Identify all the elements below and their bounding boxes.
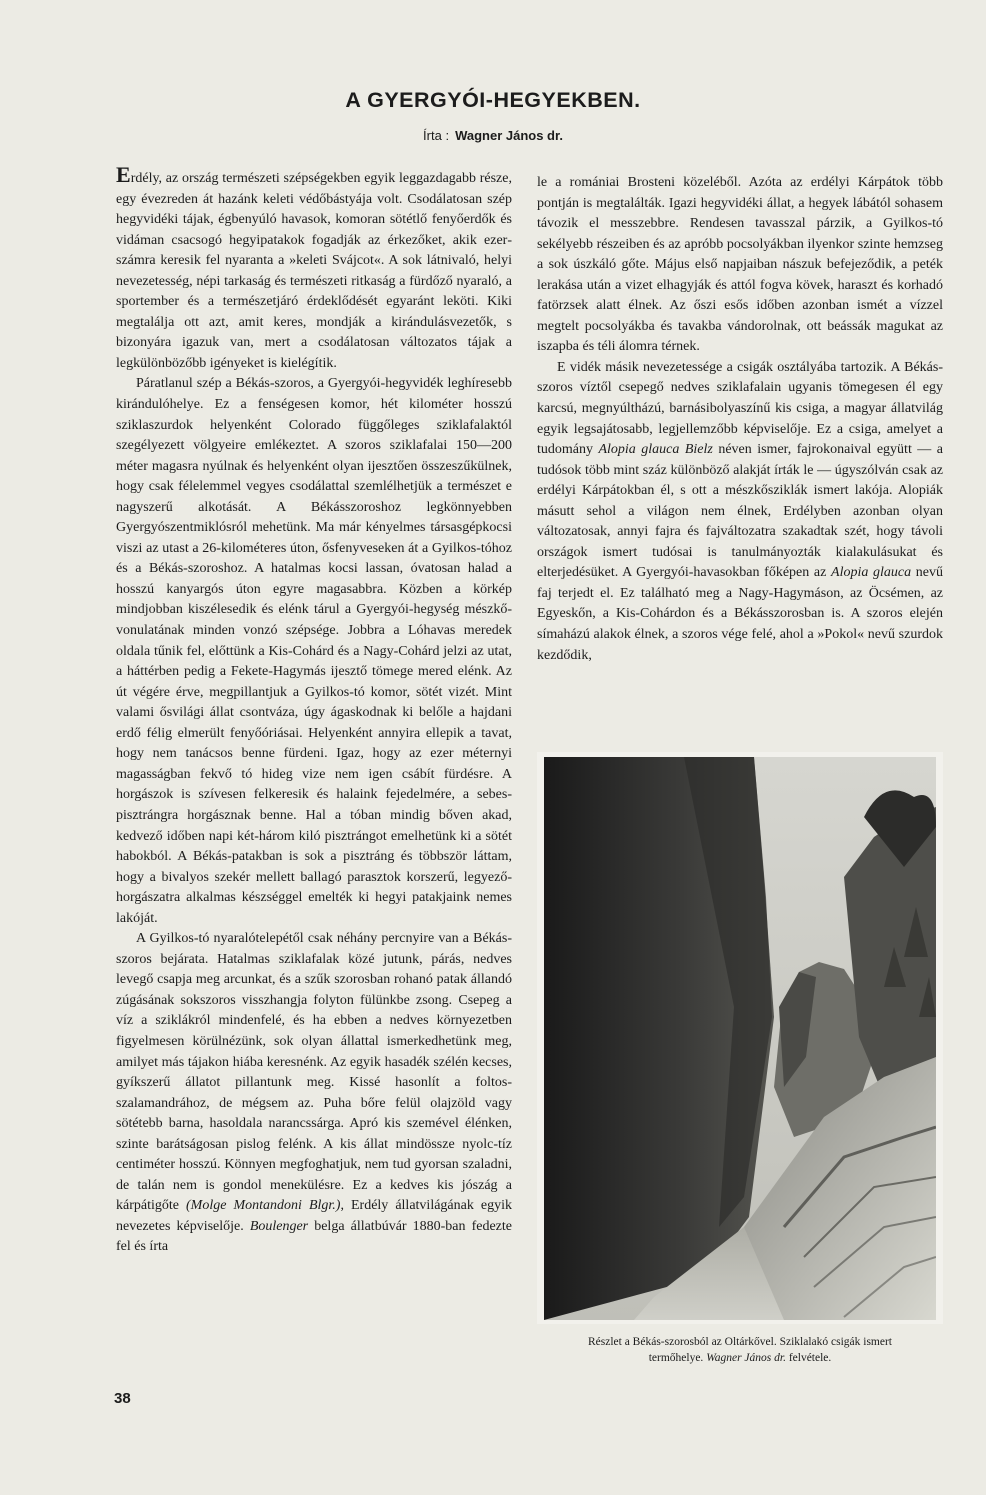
person-name: Boulenger — [249, 1218, 309, 1234]
paragraph-text: rdély, az ország természeti szépségekben egyik leggazdagabb része, egy évezreden át hazánk keleti védőbástyája volt. Csodálatosan szép hegyvidéki tájak, égbenyúló havasok, komoran sötétlő fenyőerdők és vidáman csacsogó hegyipatakok fogadják az érkezőket, akik ezerszámra keresik fel nyaranta a »keleti Svájcot«. A sok látnivaló, helyi nevezetesség, népi tarkaság és természeti ritkaság a fürdőző nyaraló, a sportember és a természetjáró érdeklődését egyaránt leköti. Kiki megtalálja ott azt, amit keres, mondják a kirándulásvezetők, s bizonyára igazuk van, mert a csodálatosan változatos tájak a legkülönbözőbb igényeket is kielégítik. — [116, 171, 512, 371]
right-column — [537, 173, 943, 666]
page-number: 38 — [114, 1390, 131, 1407]
species-name: Alopia glauca Bielz — [598, 442, 713, 458]
paragraph-text: néven ismer, fajrokonaival együtt — a tudósok több mint száz különböző alakját írták le — úgyszólván csak az erdélyi Kárpátokban él, s ott a mészkősziklák ismert lakója. Alopiák másutt sehol a világon nem élnek, Erdélyben azonban olyan változatosak, annyi fajra és fajváltozatra szakadtak szét, hogy távoli országok ismert tudósai is tanulmányozták kialakulásukat és elterjedésüket. A Gyergyói-havasokban főképen az — [537, 442, 943, 581]
paragraph-text: , Erdély állatvilágának egyik nevezetes képviselője. — [116, 1198, 512, 1234]
photo-frame — [537, 752, 943, 1324]
paragraph: Páratlanul szép a Békás-szoros, a Gyergyói-hegyvidék leghíresebb kirándulóhelye. Ez a fenségesen komor, hét kilométer hosszú sziklaszurdok helyenként Colorado függőleges sziklafalaktól szegélyezett völgyeire emlékeztet. A szoros sziklafalai 150—200 méter magasra nyúlnak és helyenként olyan ijesztően összeszűkülnek, hogy csak félelemmel vegyes csodálattal szemlélhetjük a természet e nagyszerű alkotását. A Békásszoroshoz legkönnyebben Gyergyószentmiklósról mehetünk. Ma már kényelmes társasgépkocsi viszi az utast a 26-kilométeres úton, ősfenyveseken át a Gyilkos-tóhoz és a Békás-szoroshoz. A hatalmas kocsi lassan, óvatosan halad a hosszú kanyargós úton egyre magasabbra. Közben a körkép mindjobban kiszélesedik és elénk tárul a Gyergyói-hegység mészkővonulatának minden vonzó szépsége. Jobbra a Lóhavas meredek oldala tűnik fel, előttünk a Kis-Cohárd és a Nagy-Cohárd jelzi az utat, a háttérben pedig a Fekete-Hagymás ijesztő tömege mered elénk. Az út végére érve, megpillantjuk a Gyilkos-tó komor, sötét vizét. Mint valami ősvilági állat csontváza, úgy ágaskodnak ki belőle a hajdani erdő félig elmerült fenyőóriásai. Helyenként annyira ellepik a tavat, hogy nem tanácsos benne fürdeni. Igaz, hogy az ezer méternyi magasságban fekvő tó hideg vize nem igen csábít fürdésre. A horgászok is szívesen felkeresik és halaink fejedelmére, a sebespisztrángra horgásznak benne. Hal a tóban mindig bőven akad, kedvező időben napi két-három kiló pisztrángot emelhetünk ki a sötét habokból. A Békás-patakban is sok a pisztráng és többször láttam, hogy a bivalyos szekér mellett ballagó parasztok korszerű, legyezőhorgászatra alkalmas készséggel emelték ki hegyi patakjaink nemes lakóját. — [116, 376, 512, 926]
paragraph: le a romániai Brosteni közeléből. Azóta az erdélyi Kárpátok több pontján is megtalálták. Igazi hegyvidéki állat, a hegyek lábától sohasem távozik el messzebbre. Rendesen tavasszal párzik, a Gyilkos-tó sekélyebb részeiben és az apróbb pocsolyákban ilyenkor szinte hemzseg a sok úszkáló gőte. Május első napjaiban nászuk befejeződik, a peték lerakása után a vizet elhagyják és attól fogva kövek, haraszt és korhadó fatörzsek alatt élnek. Az őszi esős időben azonban ismét a vízzel megtelt pocsolyákba és tavakba vándorolnak, ott beássák magukat az iszapba és téli álomra térnek. — [537, 175, 943, 355]
caption-author: Wagner János dr. — [706, 1352, 786, 1364]
species-name: Alopia glauca — [831, 565, 912, 581]
photo-caption — [520, 1334, 960, 1366]
caption-text: felvétele. — [785, 1352, 832, 1364]
byline-author: Wagner János dr. — [455, 128, 563, 143]
paragraph-text: belga állatbúvár 1880-ban fedezte fel és írta — [116, 1218, 512, 1255]
paragraph — [116, 162, 512, 374]
caption-line — [520, 1350, 960, 1366]
caption-line: Részlet a Békás-szorosból az Oltárkővel. Sziklalakó csigák ismert — [587, 1336, 893, 1348]
left-column — [116, 162, 512, 1258]
byline-prefix: Írta : — [423, 128, 450, 143]
byline — [0, 128, 986, 143]
paragraph-text: E vidék másik nevezetessége a csigák osztályába tartozik. A Békás-szoros víztől csepegő nedves sziklafalain ugyanis tömegesen él egy karcsú, megnyúltházú, barnásibolyaszínű kis csiga, a magyar állatvilág egyik legsajátosabb, legjellemzőbb képviselője. Ez a csiga, amelyet a tudomány — [537, 359, 943, 458]
species-name: (Molge Montandoni Blgr.) — [186, 1198, 341, 1214]
paragraph-text: A Gyilkos-tó nyaralótelepétől csak néhány percnyire van a Békás-szoros bejárata. Hatalmas sziklafalak közé jutunk, párás, nedves levegő csapja meg arcunkat, és a szűk szorosban rohanó patak állandó zúgásának sokszoros visszhangja folyton fülünkbe zsong. Csepeg a víz a sziklákról mindenfelé, és ha ebben a nedves környezetben figyelmesen körülnézünk, sok olyan állattal ismerkedhetünk meg, amilyet más tájakon hiába keresnénk. Az egyik hasadék szélén kecses, gyíkszerű állatot pillantunk meg. Kissé hasonlít a foltos-szalamandrához, de mégsem az. Puha bőre felül olajzöld vagy sötétebb barna, hasoldala narancssárga. Apró kis szemével élénken, szinte barátságosan pislog felénk. A kis állat mindössze nyolc-tíz centiméter hosszú. Könnyen megfoghatjuk, nem tud gyorsan szaladni, de talán nem is gondol menekülésre. Ez a kedves kis jószág a kárpátigőte — [116, 931, 512, 1214]
paragraph-text: nevű faj terjedt el. Ez található meg a Nagy-Hagymáson, az Öcsémen, az Egyeskőn, a Kis-Cohárdon és a Békásszorosban is. A szoros elején símaházú alakok élnek, a szoros vége felé, ahol a »Pokol« nevű szurdok kezdődik, — [537, 565, 944, 663]
paragraph — [537, 358, 943, 666]
caption-text: termőhelye. — [648, 1352, 707, 1364]
article-title: A GYERGYÓI-HEGYEKBEN. — [345, 88, 641, 112]
drop-cap: E — [116, 162, 131, 187]
gorge-photo — [544, 757, 936, 1320]
paragraph — [116, 929, 512, 1258]
